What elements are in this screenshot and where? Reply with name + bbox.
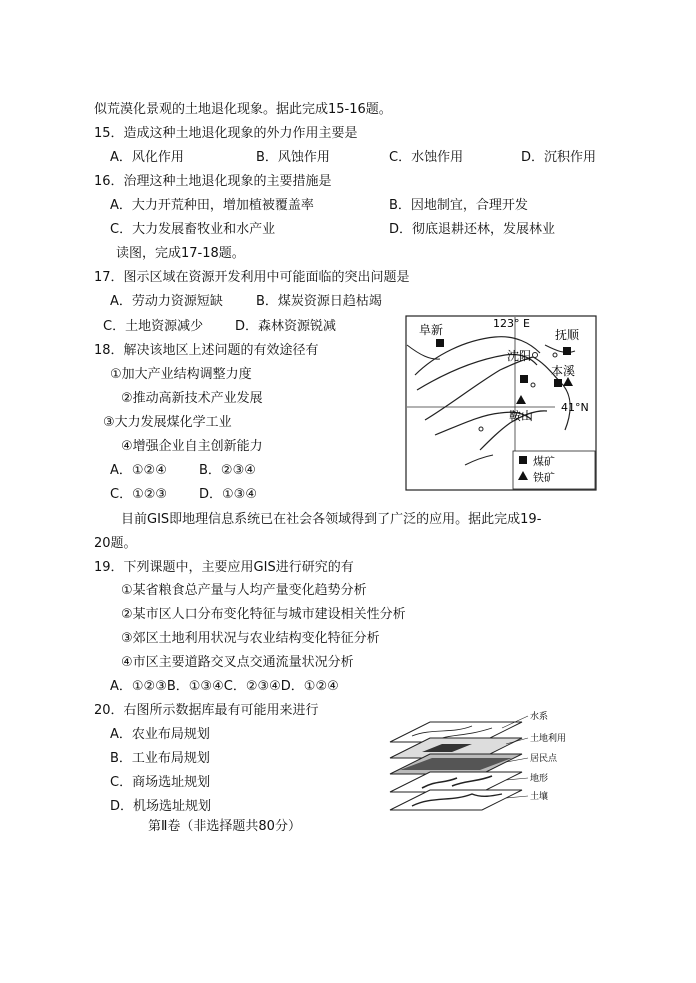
q17-option-d: D．森林资源锐减 <box>235 319 337 334</box>
q15-stem: 15．造成这种土地退化现象的外力作用主要是 <box>94 126 358 141</box>
q18-option-c: C．①②③ <box>110 487 168 502</box>
q16-stem: 16．治理这种土地退化现象的主要措施是 <box>94 174 332 189</box>
q19-stem: 19．下列课题中，主要应用GIS进行研究的有 <box>94 560 354 575</box>
q18-stem: 18．解决该地区上述问题的有效途径有 <box>94 343 319 358</box>
city-shenyang: 沈阳 <box>507 349 532 363</box>
layer-label-soil: 土壤 <box>530 792 549 802</box>
gis-layers-figure <box>382 706 582 826</box>
coal-mine-icon <box>436 339 444 347</box>
layer-label-settlements: 居民点 <box>530 754 558 764</box>
q19-item-1: ①某省粮食总产量与人均产量变化趋势分析 <box>121 583 367 598</box>
q20-option-d: D．机场选址规划 <box>110 799 212 814</box>
q17-stem: 17．图示区域在资源开发利用中可能面临的突出问题是 <box>94 270 410 285</box>
q18-option-d: D．①③④ <box>199 487 257 502</box>
q15-option-b: B．风蚀作用 <box>256 150 330 165</box>
layer-label-water: 水系 <box>530 712 549 722</box>
q17-option-b: B．煤炭资源日趋枯竭 <box>256 294 382 309</box>
q17-option-a: A．劳动力资源短缺 <box>110 294 223 309</box>
gis-intro-line1: 目前GIS即地理信息系统已在社会各领域得到了广泛的应用。据此完成19- <box>121 512 542 527</box>
q16-option-c: C．大力发展畜牧业和水产业 <box>110 222 276 237</box>
longitude-label: 123° E <box>493 317 530 330</box>
read-map-instruction: 读图，完成17-18题。 <box>116 246 245 261</box>
q18-item-4: ④增强企业自主创新能力 <box>121 439 263 454</box>
q15-option-a: A．风化作用 <box>110 150 184 165</box>
region-map <box>405 315 597 491</box>
city-fuxin: 阜新 <box>419 323 444 337</box>
city-fushun: 抚顺 <box>555 328 580 342</box>
q18-item-2: ②推动高新技术产业发展 <box>121 391 263 406</box>
q17-option-c: C．土地资源减少 <box>103 319 204 334</box>
q20-stem: 20．右图所示数据库最有可能用来进行 <box>94 703 319 718</box>
q20-option-a: A．农业布局规划 <box>110 727 210 742</box>
coal-mine-icon <box>554 379 562 387</box>
layer-soil <box>390 790 522 810</box>
q20-option-c: C．商场选址规划 <box>110 775 211 790</box>
q16-option-a: A．大力开荒种田，增加植被覆盖率 <box>110 198 314 213</box>
city-anshan: 鞍山 <box>509 409 534 423</box>
legend-iron-label: 铁矿 <box>533 471 555 484</box>
latitude-label: 41°N <box>561 401 589 414</box>
q18-option-a: A．①②④ <box>110 463 167 478</box>
q15-option-c: C．水蚀作用 <box>389 150 464 165</box>
q18-option-b: B．②③④ <box>199 463 256 478</box>
legend-coal-label: 煤矿 <box>533 455 555 468</box>
q19-item-3: ③郊区土地利用状况与农业结构变化特征分析 <box>121 631 380 646</box>
coal-mine-icon <box>563 347 571 355</box>
q19-options: A．①②③B．①③④C．②③④D．①②④ <box>110 679 339 694</box>
section-title: 第Ⅱ卷（非选择题共80分） <box>148 819 301 834</box>
q18-item-1: ①加大产业结构调整力度 <box>110 367 252 382</box>
q18-item-3: ③大力发展煤化学工业 <box>103 415 232 430</box>
q19-item-4: ④市区主要道路交叉点交通流量状况分析 <box>121 655 354 670</box>
layer-label-terrain: 地形 <box>530 774 549 784</box>
gis-intro-line2: 20题。 <box>94 536 137 551</box>
intro-line: 似荒漠化景观的土地退化现象。据此完成15-16题。 <box>94 102 392 117</box>
layer-label-landuse: 土地利用 <box>530 734 567 744</box>
q19-item-2: ②某市区人口分布变化特征与城市建设相关性分析 <box>121 607 406 622</box>
q20-option-b: B．工业布局规划 <box>110 751 210 766</box>
q16-option-d: D．彻底退耕还林，发展林业 <box>389 222 556 237</box>
legend-coal-icon <box>519 456 527 464</box>
q16-option-b: B．因地制宜，合理开发 <box>389 198 528 213</box>
q15-option-d: D．沉积作用 <box>521 150 597 165</box>
coal-mine-icon <box>520 375 528 383</box>
city-benxi: 本溪 <box>551 364 576 378</box>
layer-terrain <box>390 772 522 792</box>
